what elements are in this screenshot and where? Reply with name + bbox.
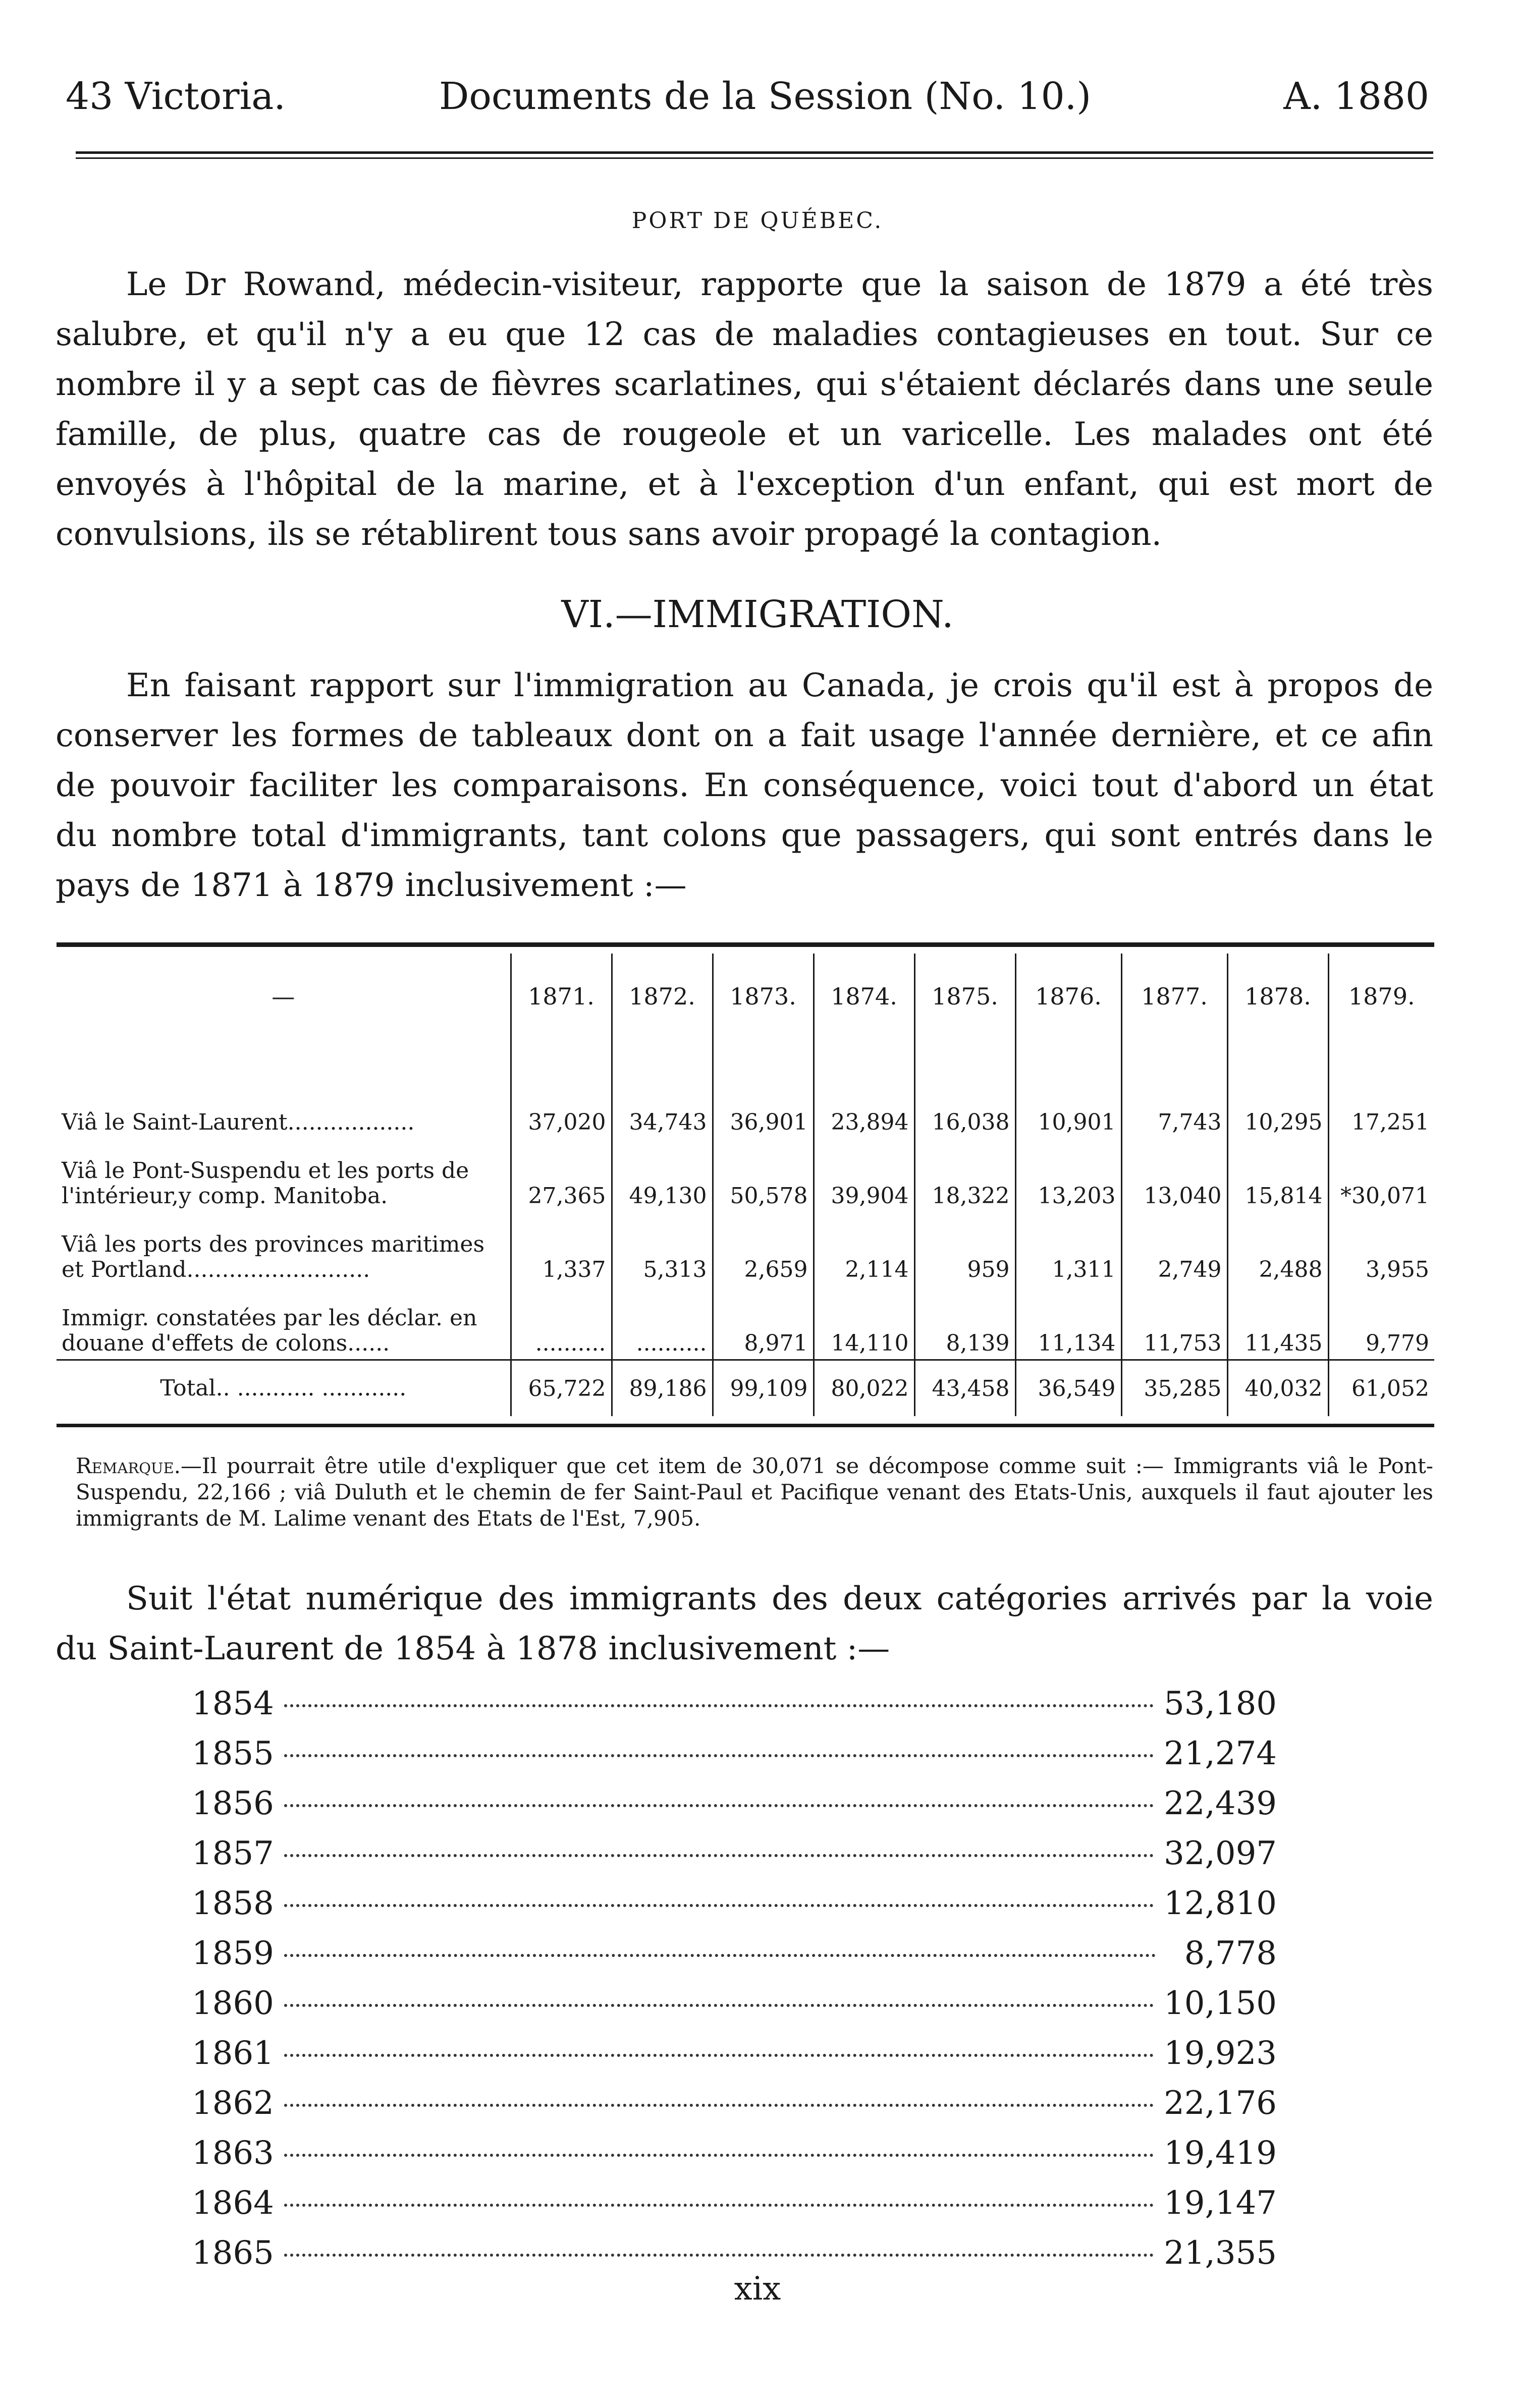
table-cell: 36,901 [713, 1085, 814, 1138]
table-row [57, 1285, 1434, 1360]
list-value: 22,439 [1164, 1785, 1277, 1822]
immigration-table [57, 954, 1434, 1416]
total-cell: 89,186 [612, 1360, 713, 1417]
leader-dots [284, 1804, 1154, 1807]
list-year: 1854 [192, 1685, 274, 1722]
leader-dots [284, 1854, 1154, 1857]
year-header: 1875. [914, 954, 1015, 1039]
table-cell: 8,139 [914, 1285, 1015, 1360]
table-cell: 27,365 [511, 1138, 612, 1212]
list-year: 1858 [192, 1885, 274, 1922]
table-cell: 34,743 [612, 1085, 713, 1138]
year-header: 1874. [814, 954, 914, 1039]
remark-lead: Remarque [76, 1453, 174, 1478]
total-cell: 99,109 [713, 1360, 814, 1417]
table-cell: 11,435 [1227, 1285, 1328, 1360]
table-cell: 16,038 [914, 1085, 1015, 1138]
list-item [192, 2085, 1277, 2135]
table-cell: .......... [612, 1285, 713, 1360]
table-cell: 17,251 [1328, 1085, 1434, 1138]
list-item [192, 1885, 1277, 1935]
table-cell: *30,071 [1328, 1138, 1434, 1212]
table-cell: 18,322 [914, 1138, 1015, 1212]
list-item [192, 2185, 1277, 2234]
list-year: 1865 [192, 2234, 274, 2272]
table-top-rule [57, 942, 1434, 947]
table-bottom-rule [57, 1424, 1434, 1427]
leader-dots [284, 2204, 1154, 2207]
paragraph-immigration-text: En faisant rapport sur l'immigration au Canada, je crois qu'il est à propos de conserver les formes de tableaux dont on a fait usage l'année dernière, et ce afin de pouvoir faciliter les comparaisons. En conséquence, voici tout d'abord un état du nombre total d'immigrants, tant colons que passagers, qui sont entrés dans le pays de 1871 à 1879 inclusivement :— [56, 667, 1433, 904]
list-item [192, 1785, 1277, 1835]
leader-dots [284, 1954, 1156, 1957]
leader-dots [284, 1904, 1154, 1907]
total-cell: 36,549 [1015, 1360, 1121, 1417]
table-total-row [57, 1360, 1434, 1417]
list-year: 1860 [192, 1985, 274, 2022]
paragraph-quebec [56, 260, 1433, 559]
total-cell: 61,052 [1328, 1360, 1434, 1417]
list-value: 8,778 [1184, 1935, 1277, 1972]
paragraph-saint-laurent [56, 1574, 1433, 1674]
paragraph-immigration [56, 661, 1433, 911]
total-cell: 43,458 [914, 1360, 1015, 1417]
list-year: 1855 [192, 1735, 274, 1772]
list-value: 22,176 [1164, 2085, 1277, 2122]
leader-dots [284, 2004, 1154, 2007]
table-cell: 2,659 [713, 1212, 814, 1285]
table-cell: 49,130 [612, 1138, 713, 1212]
list-value: 10,150 [1164, 1985, 1277, 2022]
header-rule-bottom [76, 157, 1433, 159]
year-list [192, 1685, 1277, 2284]
header-left: 43 Victoria. [66, 75, 286, 118]
total-cell: 80,022 [814, 1360, 914, 1417]
paragraph-quebec-text: Le Dr Rowand, médecin-visiteur, rapporte que la saison de 1879 a été très salubre, et qu'il n'y a eu que 12 cas de maladies contagieuses en tout. Sur ce nombre il y a sept cas de fièvres scarlatines, qui s'étaient déclarés dans une seule famille, de plus, quatre cas de rougeole et un varicelle. Les malades ont été envoyés à l'hôpital de la marine, et à l'exception d'un enfant, qui est mort de convulsions, ils se rétablirent tous sans avoir propagé la contagion. [56, 266, 1433, 553]
table-cell: 2,749 [1121, 1212, 1227, 1285]
list-year: 1861 [192, 2035, 274, 2072]
total-cell: 65,722 [511, 1360, 612, 1417]
page-number: xix [734, 2270, 781, 2308]
list-value: 53,180 [1164, 1685, 1277, 1722]
table-cell: 7,743 [1121, 1085, 1227, 1138]
port-heading: PORT DE QUÉBEC. [631, 208, 884, 234]
table-cell: 3,955 [1328, 1212, 1434, 1285]
row-label: Viâ le Saint-Laurent.................. [62, 1109, 415, 1135]
table-cell: 50,578 [713, 1138, 814, 1212]
table-row [57, 1212, 1434, 1285]
header-right: A. 1880 [1283, 75, 1429, 118]
list-year: 1862 [192, 2085, 274, 2122]
total-cell: 35,285 [1121, 1360, 1227, 1417]
table-cell: 39,904 [814, 1138, 914, 1212]
table-corner: — [272, 983, 295, 1010]
leader-dots [284, 1704, 1154, 1707]
year-header: 1877. [1121, 954, 1227, 1039]
total-label: Total.. ........... ............ [57, 1360, 511, 1417]
table-cell: 1,337 [511, 1212, 612, 1285]
list-item [192, 1935, 1277, 1985]
list-year: 1864 [192, 2185, 274, 2222]
paragraph-saint-laurent-text: Suit l'état numérique des immigrants des deux catégories arrivés par la voie du Saint-Laurent de 1854 à 1878 inclusivement :— [56, 1580, 1433, 1667]
table-row [57, 1085, 1434, 1138]
table-cell: 10,901 [1015, 1085, 1121, 1138]
leader-dots [284, 2254, 1154, 2257]
leader-dots [284, 2154, 1154, 2157]
table-cell: 11,753 [1121, 1285, 1227, 1360]
year-header: 1872. [612, 954, 713, 1039]
list-item [192, 1735, 1277, 1785]
total-cell: 40,032 [1227, 1360, 1328, 1417]
list-value: 19,923 [1164, 2035, 1277, 2072]
table-cell: 15,814 [1227, 1138, 1328, 1212]
list-value: 19,147 [1164, 2185, 1277, 2222]
leader-dots [284, 2054, 1154, 2057]
table-cell: 14,110 [814, 1285, 914, 1360]
year-header: 1873. [713, 954, 814, 1039]
table-cell: 2,488 [1227, 1212, 1328, 1285]
list-value: 21,355 [1164, 2234, 1277, 2272]
list-item [192, 1685, 1277, 1735]
list-value: 19,419 [1164, 2135, 1277, 2172]
running-header [0, 75, 1515, 125]
list-item [192, 2035, 1277, 2085]
leader-dots [284, 2104, 1154, 2107]
header-rule-top [76, 151, 1433, 154]
table-cell: 37,020 [511, 1085, 612, 1138]
table-cell: 9,779 [1328, 1285, 1434, 1360]
table-cell: 1,311 [1015, 1212, 1121, 1285]
year-header: 1876. [1015, 954, 1121, 1039]
remark-text: .—Il pourrait être utile d'expliquer que cet item de 30,071 se décompose comme suit :— Immigrants viâ le Pont-Suspendu, 22,166 ; viâ Duluth et le chemin de fer Saint-Paul et Pacifique venant des Etats-Unis, auxquels il faut ajouter les immigrants de M. Lalime venant des Etats de l'Est, 7,905. [76, 1453, 1433, 1531]
table-cell: 23,894 [814, 1085, 914, 1138]
list-item [192, 2135, 1277, 2185]
year-header: 1871. [511, 954, 612, 1039]
table-cell: 5,313 [612, 1212, 713, 1285]
row-label: Immigr. constatées par les déclar. en douane d'effets de colons...... [62, 1305, 477, 1356]
list-year: 1857 [192, 1835, 274, 1872]
remark-note [76, 1453, 1433, 1532]
table-cell: 959 [914, 1212, 1015, 1285]
list-value: 21,274 [1164, 1735, 1277, 1772]
year-header: 1878. [1227, 954, 1328, 1039]
list-year: 1859 [192, 1935, 274, 1972]
year-header: 1879. [1328, 954, 1434, 1039]
list-year: 1863 [192, 2135, 274, 2172]
table-cell: 13,203 [1015, 1138, 1121, 1212]
row-label: Viâ le Pont-Suspendu et les ports de l'intérieur,y comp. Manitoba. [62, 1158, 469, 1209]
table-cell: 10,295 [1227, 1085, 1328, 1138]
table-cell: 8,971 [713, 1285, 814, 1360]
list-item [192, 1835, 1277, 1885]
list-year: 1856 [192, 1785, 274, 1822]
table-header-row [57, 954, 1434, 1039]
table-cell: 2,114 [814, 1212, 914, 1285]
table-row [57, 1138, 1434, 1212]
list-value: 32,097 [1164, 1835, 1277, 1872]
table-spacer-row [57, 1039, 1434, 1085]
list-value: 12,810 [1164, 1885, 1277, 1922]
list-item [192, 1985, 1277, 2035]
leader-dots [284, 1754, 1154, 1757]
table-cell: 11,134 [1015, 1285, 1121, 1360]
table-cell: .......... [511, 1285, 612, 1360]
header-center: Documents de la Session (No. 10.) [439, 75, 1092, 118]
table-cell: 13,040 [1121, 1138, 1227, 1212]
row-label: Viâ les ports des provinces maritimes et Portland.......................... [62, 1231, 485, 1282]
section-heading: VI.—IMMIGRATION. [561, 593, 954, 636]
